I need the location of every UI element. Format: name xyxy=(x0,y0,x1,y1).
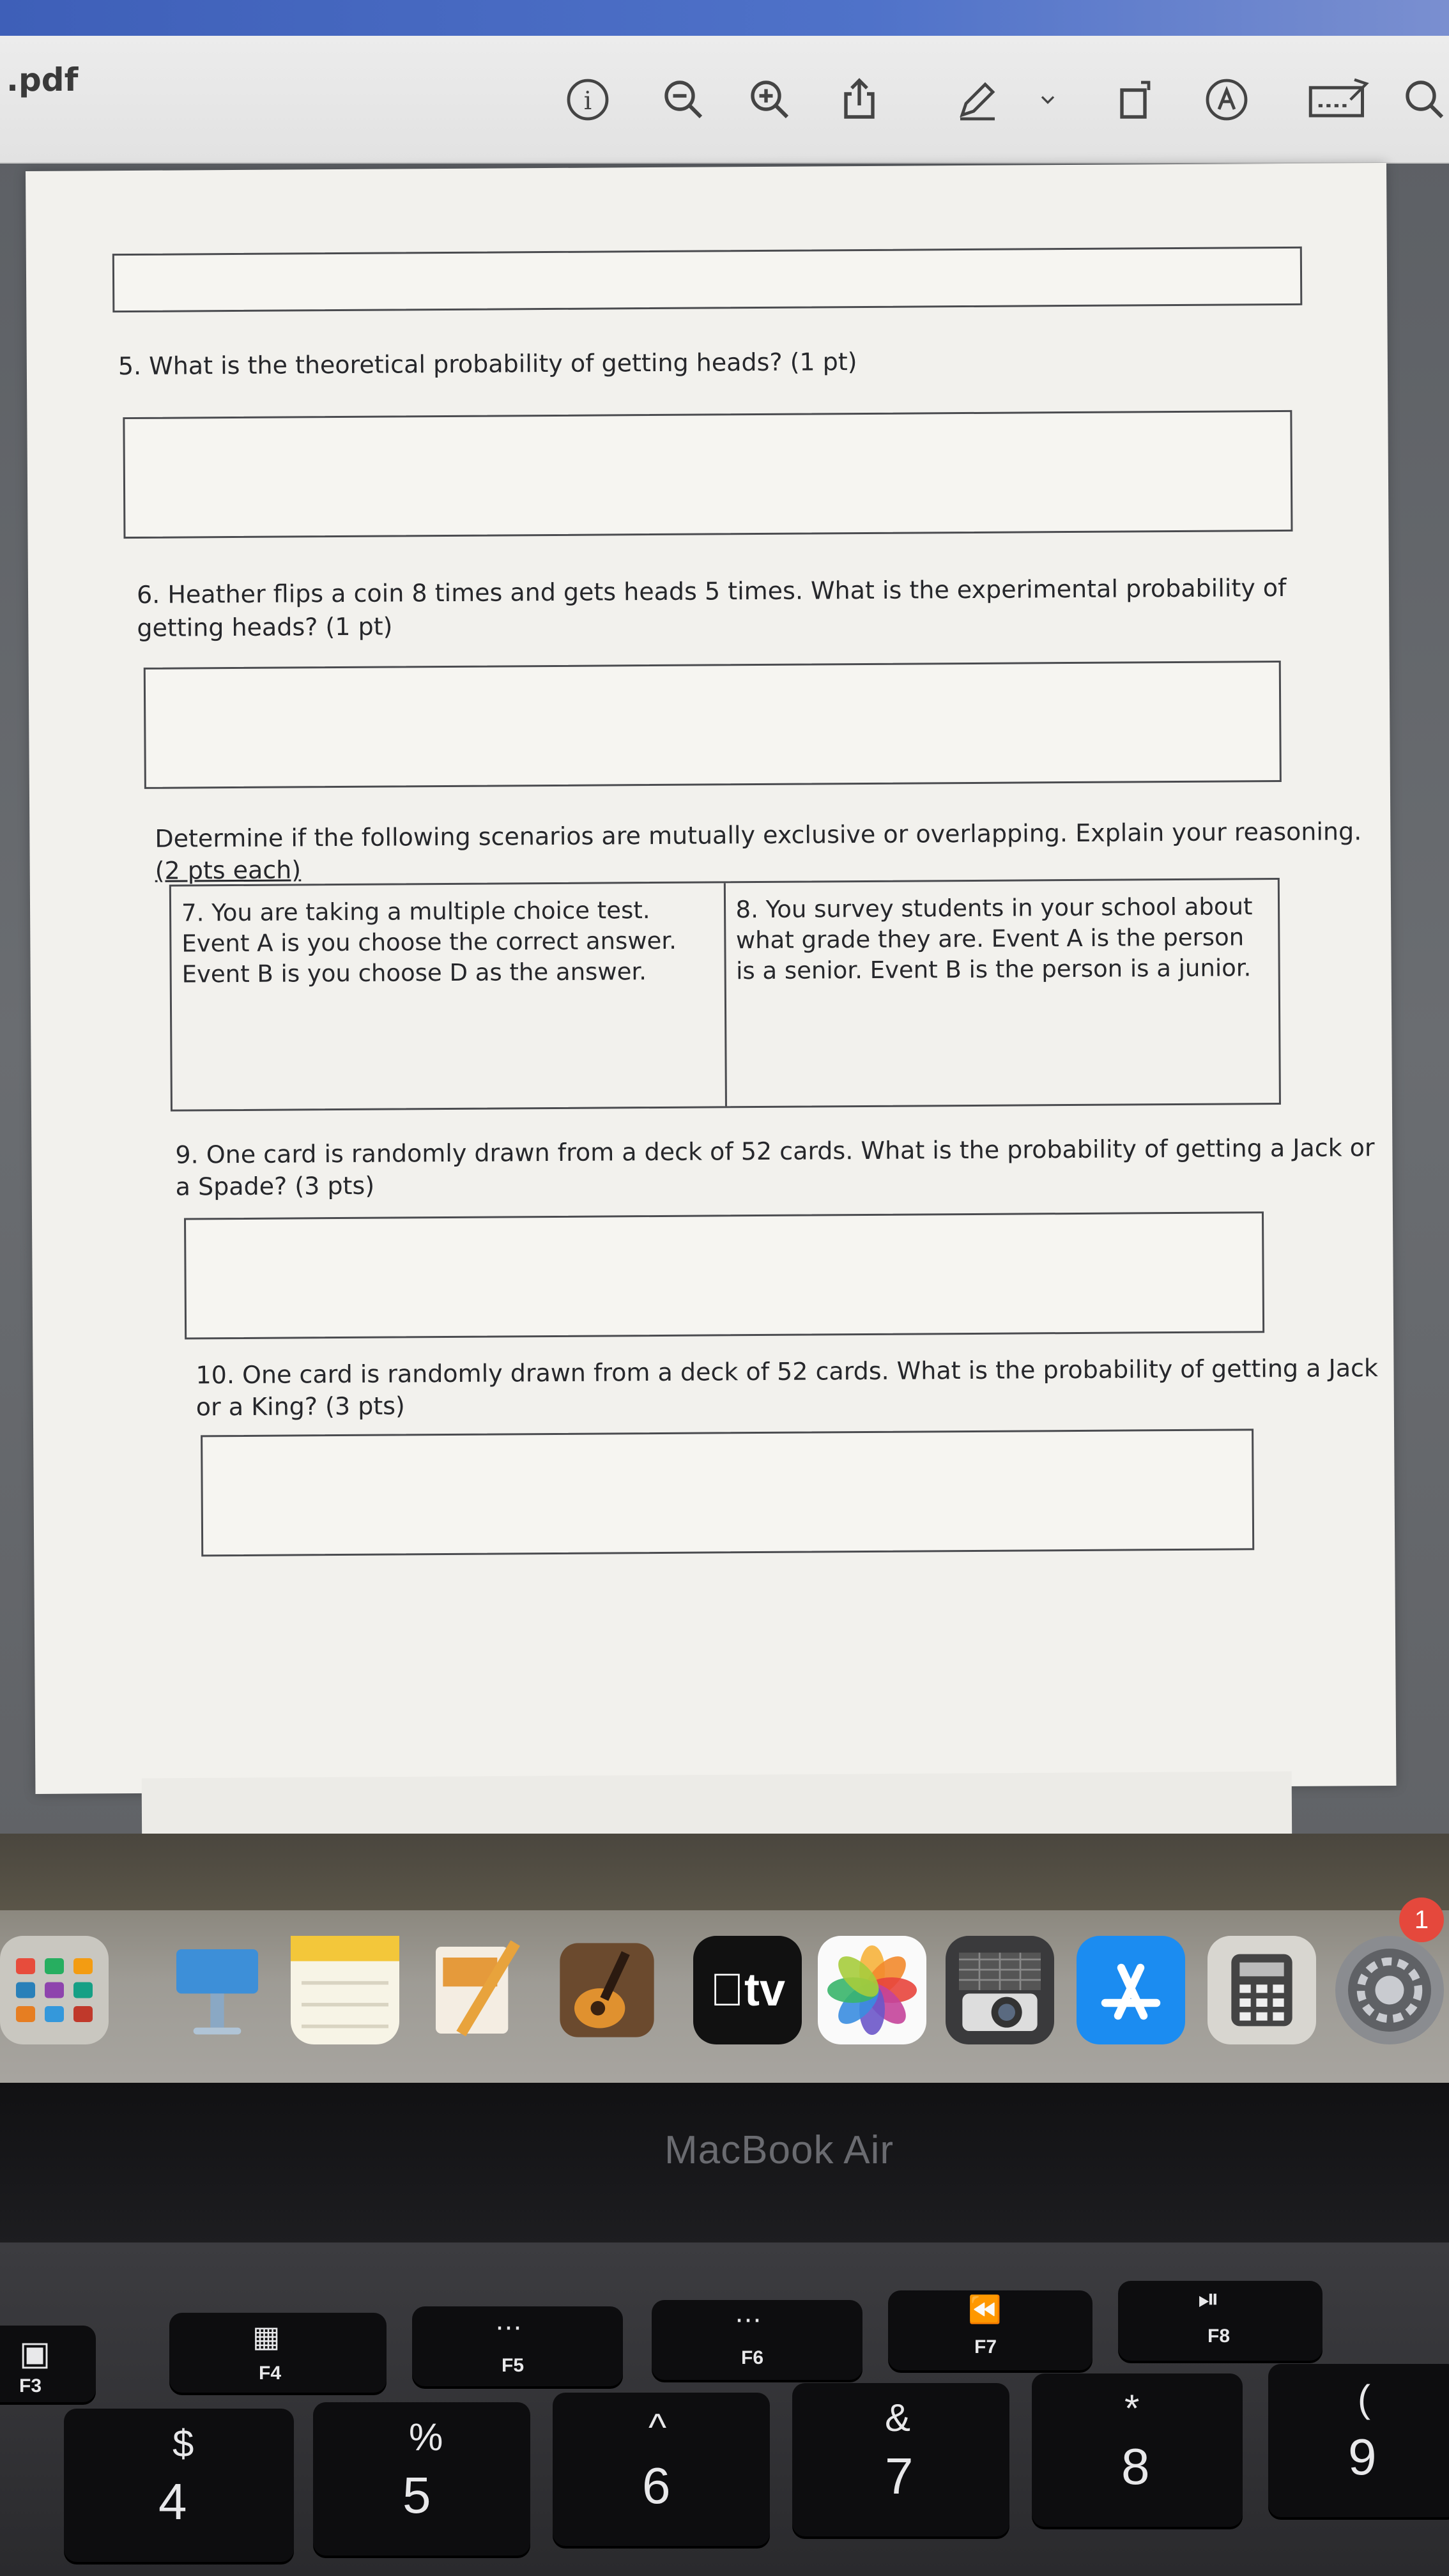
key-f3[interactable]: ▣ F3 xyxy=(0,2326,96,2402)
key-9[interactable]: ( 9 xyxy=(1268,2364,1449,2517)
markup-pen-icon[interactable] xyxy=(952,74,1003,125)
answer-box-5[interactable] xyxy=(123,410,1292,539)
question-7-cell[interactable]: 7. You are taking a multiple choice test. Event A is you choose the correct answer. Event B is you choose D as the answer. xyxy=(181,896,677,988)
calculator-icon[interactable] xyxy=(1208,1936,1316,2044)
key-f5[interactable]: ⋯ F5 xyxy=(412,2306,623,2386)
document-title: .pdf xyxy=(6,61,79,98)
question-5: 5. What is the theoretical probability of getting heads? (1 pt) xyxy=(118,348,857,381)
markup-circle-icon[interactable] xyxy=(1201,74,1252,125)
answer-box-6[interactable] xyxy=(144,661,1282,789)
scenario-table xyxy=(169,878,1281,1112)
chevron-down-icon[interactable] xyxy=(1032,74,1064,125)
rotate-icon[interactable] xyxy=(1112,74,1163,125)
model-label: MacBook Air xyxy=(664,2128,894,2172)
image-capture-icon[interactable] xyxy=(946,1936,1054,2044)
question-6-line1: 6. Heather flips a coin 8 times and gets heads 5 times. What is the experimental probability of xyxy=(136,573,1287,609)
search-icon[interactable] xyxy=(1399,74,1449,125)
keynote-icon[interactable] xyxy=(163,1936,272,2044)
notification-badge: 1 xyxy=(1399,1897,1444,1942)
answer-box-9[interactable] xyxy=(184,1211,1264,1339)
question-9-line2: a Spade? (3 pts) xyxy=(175,1171,375,1201)
key-f7[interactable]: ⏪ F7 xyxy=(888,2290,1092,2370)
launchpad-icon[interactable] xyxy=(0,1936,109,2044)
question-9-line1: 9. One card is randomly drawn from a deck of 52 cards. What is the probability of getting a Jack or xyxy=(175,1133,1375,1169)
desktop-wallpaper-strip xyxy=(0,0,1449,36)
key-5[interactable]: % 5 xyxy=(313,2402,530,2556)
instructions-line2: (2 pts each) xyxy=(155,855,302,885)
answer-box-4[interactable] xyxy=(112,247,1303,312)
system-preferences-icon[interactable] xyxy=(1335,1936,1444,2044)
question-8-cell[interactable]: 8. You survey students in your school about what grade they are. Event A is the person is a senior. Event B is the person is a junior. xyxy=(723,880,1279,1106)
key-6[interactable]: ^ 6 xyxy=(553,2393,770,2546)
key-f6[interactable]: ⋯ F6 xyxy=(652,2300,862,2380)
pages-icon[interactable] xyxy=(425,1936,533,2044)
key-8[interactable]: * 8 xyxy=(1032,2373,1243,2527)
notes-icon[interactable] xyxy=(291,1936,399,2044)
garageband-icon[interactable] xyxy=(553,1936,661,2044)
instructions-line1: Determine if the following scenarios are mutually exclusive or overlapping. Explain your reasoning. xyxy=(155,817,1362,853)
preview-toolbar xyxy=(0,36,1449,164)
app-store-icon[interactable] xyxy=(1077,1936,1185,2044)
key-4[interactable]: $ 4 xyxy=(64,2409,294,2562)
key-f8[interactable]: ⏯ F8 xyxy=(1118,2281,1322,2361)
svg-text:i: i xyxy=(583,87,592,116)
zoom-out-icon[interactable] xyxy=(658,74,709,125)
question-10-line2: or a King? (3 pts) xyxy=(195,1392,405,1422)
key-f4[interactable]: ▦ F4 xyxy=(169,2313,387,2393)
share-icon[interactable] xyxy=(834,74,885,125)
info-icon[interactable] xyxy=(562,74,613,125)
form-fill-icon[interactable] xyxy=(1303,74,1374,125)
answer-box-10[interactable] xyxy=(201,1429,1254,1556)
pdf-page xyxy=(26,163,1396,1794)
question-10-line1: 10. One card is randomly drawn from a deck of 52 cards. What is the probability of getting a Jack xyxy=(195,1354,1379,1390)
key-7[interactable]: & 7 xyxy=(792,2383,1009,2536)
zoom-in-icon[interactable] xyxy=(744,74,795,125)
photos-icon[interactable] xyxy=(818,1936,926,2044)
question-6-line2: getting heads? (1 pt) xyxy=(137,612,393,642)
apple-tv-icon[interactable]: tv xyxy=(693,1936,802,2044)
